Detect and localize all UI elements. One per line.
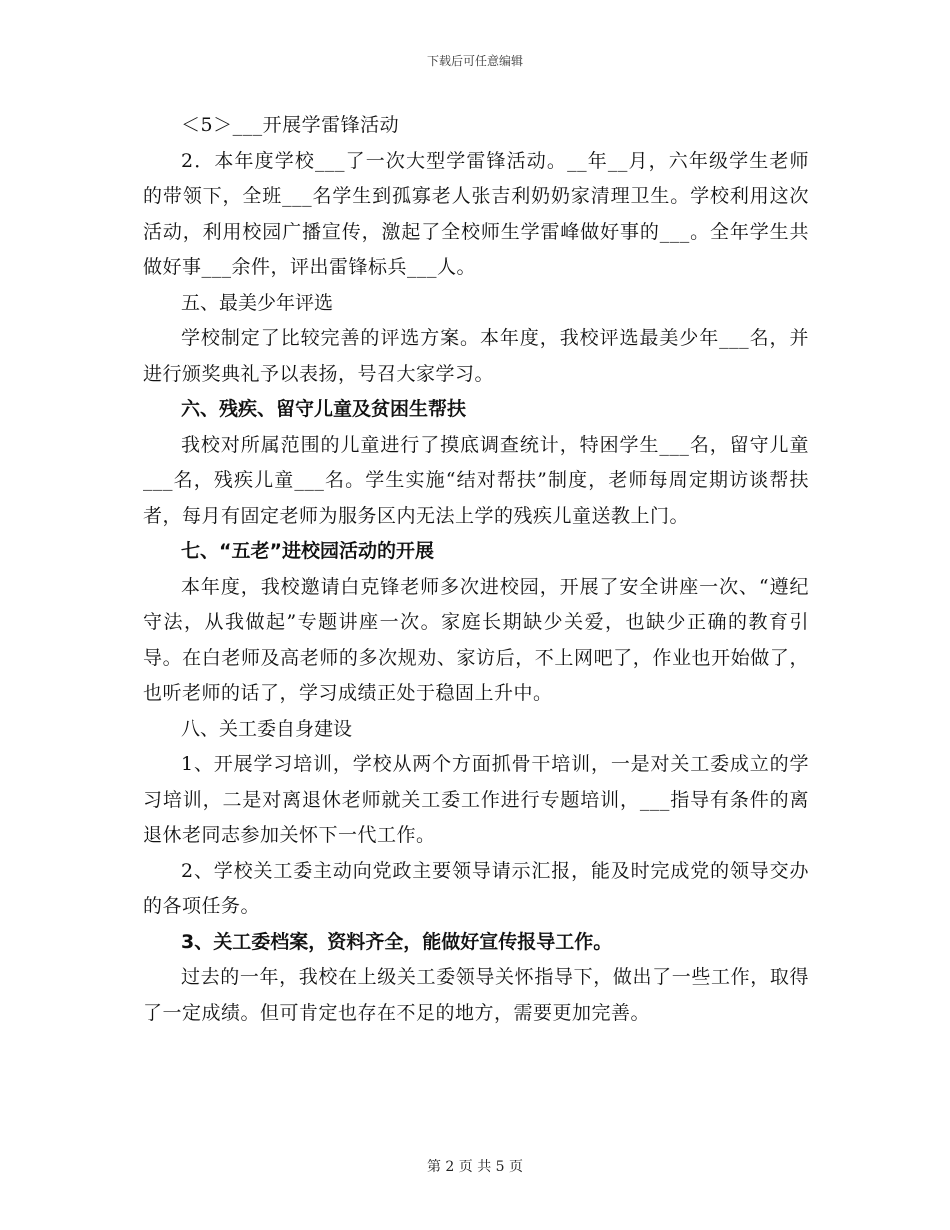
section-heading-8: 八、关工委自身建设 <box>181 717 353 740</box>
paragraph-five-elders: 本年度，我校邀请白克锋老师多次进校园，开展了安全讲座一次、“遵纪守法，从我做起”专题讲座一次。家庭长期缺少关爱，也缺少正确的教育引导。在白老师及高老师的多次规劝、家访后，不上网吧了，作业也开始做了，也听老师的话了，学习成绩正处于稳固上升中。 <box>143 575 809 704</box>
section-heading-5: 五、最美少年评选 <box>181 291 334 314</box>
section-heading-7: 七、“五老”进校园活动的开展 <box>181 540 434 562</box>
document-body <box>143 108 809 1031</box>
page-footer: 第 2 页 共 5 页 <box>426 1159 524 1175</box>
paragraph-leifeng-activity: 2．本年度学校___了一次大型学雷锋活动。__年__月，六年级学生老师的带领下，全班___名学生到孤寡老人张吉利奶奶家清理卫生。学校利用这次活动，利用校园广播宣传，激起了全校师生学雷峰做好事的___。全年学生共做好事___余件，评出雷锋标兵___人。 <box>143 149 809 278</box>
paragraph-activity-title: ＜5＞___开展学雷锋活动 <box>181 114 400 136</box>
paragraph-training: 1、开展学习培训，学校从两个方面抓骨干培训，一是对关工委成立的学习培训，二是对离退休老师就关工委工作进行专题培训，___指导有条件的离退休老同志参加关怀下一代工作。 <box>143 753 809 846</box>
paragraph-summary: 过去的一年，我校在上级关工委领导关怀指导下，做出了一些工作，取得了一定成绩。但可肯定也存在不足的地方，需要更加完善。 <box>143 966 809 1024</box>
page-header: 下载后可任意编辑 <box>426 54 523 68</box>
paragraph-reporting: 2、学校关工委主动向党政主要领导请示汇报，能及时完成党的领导交办的各项任务。 <box>143 859 809 917</box>
paragraph-best-youth: 学校制定了比较完善的评选方案。本年度，我校评选最美少年___名，并进行颁奖典礼予以表扬，号召大家学习。 <box>143 327 809 385</box>
paragraph-children-support: 我校对所属范围的儿童进行了摸底调查统计，特困学生___名，留守儿童___名，残疾儿童___名。学生实施“结对帮扶”制度，老师每周定期访谈帮扶者，每月有固定老师为服务区内无法上学的残疾儿童送教上门。 <box>143 433 809 527</box>
section-heading-6: 六、残疾、留守儿童及贫困生帮扶 <box>181 398 467 420</box>
section-heading-archives: 3、关工委档案，资料齐全，能做好宣传报导工作。 <box>181 930 613 953</box>
